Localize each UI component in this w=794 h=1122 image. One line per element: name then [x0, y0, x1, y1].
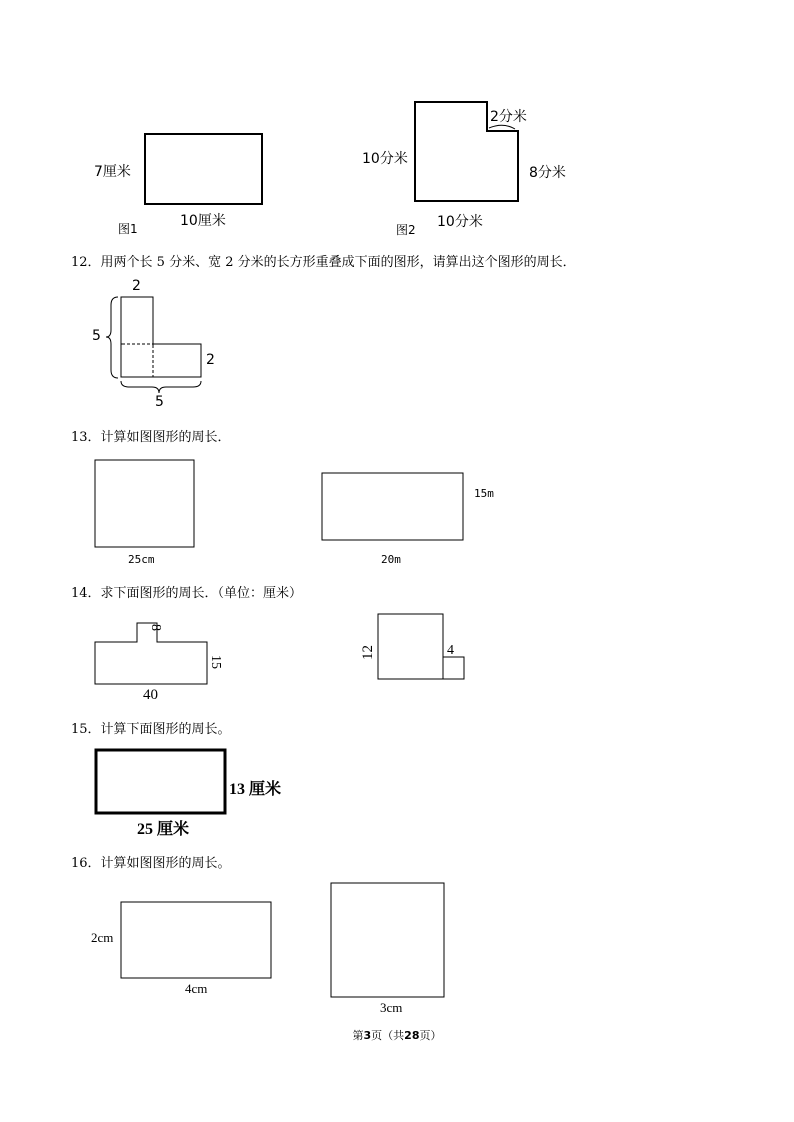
footer-page-number: 3	[363, 1029, 372, 1042]
fig2-notch-label: 2分米	[490, 109, 527, 125]
q12-right-label: 2	[206, 352, 215, 368]
q14-bump-shape	[95, 623, 207, 684]
q16-square-label: 3cm	[380, 1000, 403, 1015]
q13-square	[95, 460, 194, 547]
q12-bottom-label: 5	[155, 394, 164, 410]
q14-bottom-label: 40	[143, 687, 158, 703]
q12-left-brace	[106, 297, 118, 378]
fig2-left-label: 10分米	[362, 151, 408, 167]
fig1-height-label: 7厘米	[94, 164, 131, 180]
q16-rect-width-label: 4cm	[185, 981, 208, 996]
q12-left-label: 5	[92, 328, 101, 344]
q12-text: 12．用两个长 5 分米、宽 2 分米的长方形重叠成下面的图形，请算出这个图形的周长．	[71, 255, 576, 270]
q13-rect-height-label: 15m	[474, 487, 494, 500]
q15-width-label: 25 厘米	[137, 821, 190, 838]
q12-bottom-brace	[121, 381, 201, 393]
q12-l-shape	[121, 297, 201, 377]
fig2-caption: 图2	[396, 223, 416, 237]
q15-height-label: 13 厘米	[229, 781, 282, 798]
q13-text: 13．计算如图图形的周长．	[71, 430, 231, 445]
q14-square-side-label: 12	[360, 645, 376, 660]
q14-right-label: 15	[208, 655, 223, 669]
footer-mid: 页（共	[371, 1029, 405, 1042]
q16-square	[331, 883, 444, 997]
fig2-bottom-label: 10分米	[437, 214, 483, 230]
q16-text: 16．计算如图图形的周长。	[71, 856, 231, 871]
q12-top-label: 2	[132, 278, 141, 294]
q16-rect-height-label: 2cm	[91, 930, 114, 945]
q14-small-square-label: 4	[447, 643, 454, 658]
footer-prefix: 第	[352, 1029, 364, 1042]
q14-top-label: 8	[148, 624, 163, 631]
q14-big-square	[378, 614, 443, 679]
q13-rect-width-label: 20m	[381, 553, 401, 566]
q14-text: 14．求下面图形的周长．（单位：厘米）	[71, 586, 303, 601]
q16-rectangle	[121, 902, 271, 978]
fig1-caption: 图1	[118, 222, 138, 236]
q13-rectangle	[322, 473, 463, 540]
q14-small-square	[443, 657, 464, 679]
fig2-right-label: 8分米	[529, 165, 566, 181]
q15-rectangle	[96, 750, 225, 813]
fig1-width-label: 10厘米	[180, 213, 226, 229]
q13-square-label: 25cm	[128, 553, 155, 566]
q15-text: 15．计算下面图形的周长。	[71, 722, 231, 737]
footer-total-pages: 28	[404, 1029, 420, 1042]
page-footer	[0, 1027, 794, 1043]
fig1-rectangle	[145, 134, 262, 204]
footer-suffix: 页）	[419, 1029, 442, 1042]
